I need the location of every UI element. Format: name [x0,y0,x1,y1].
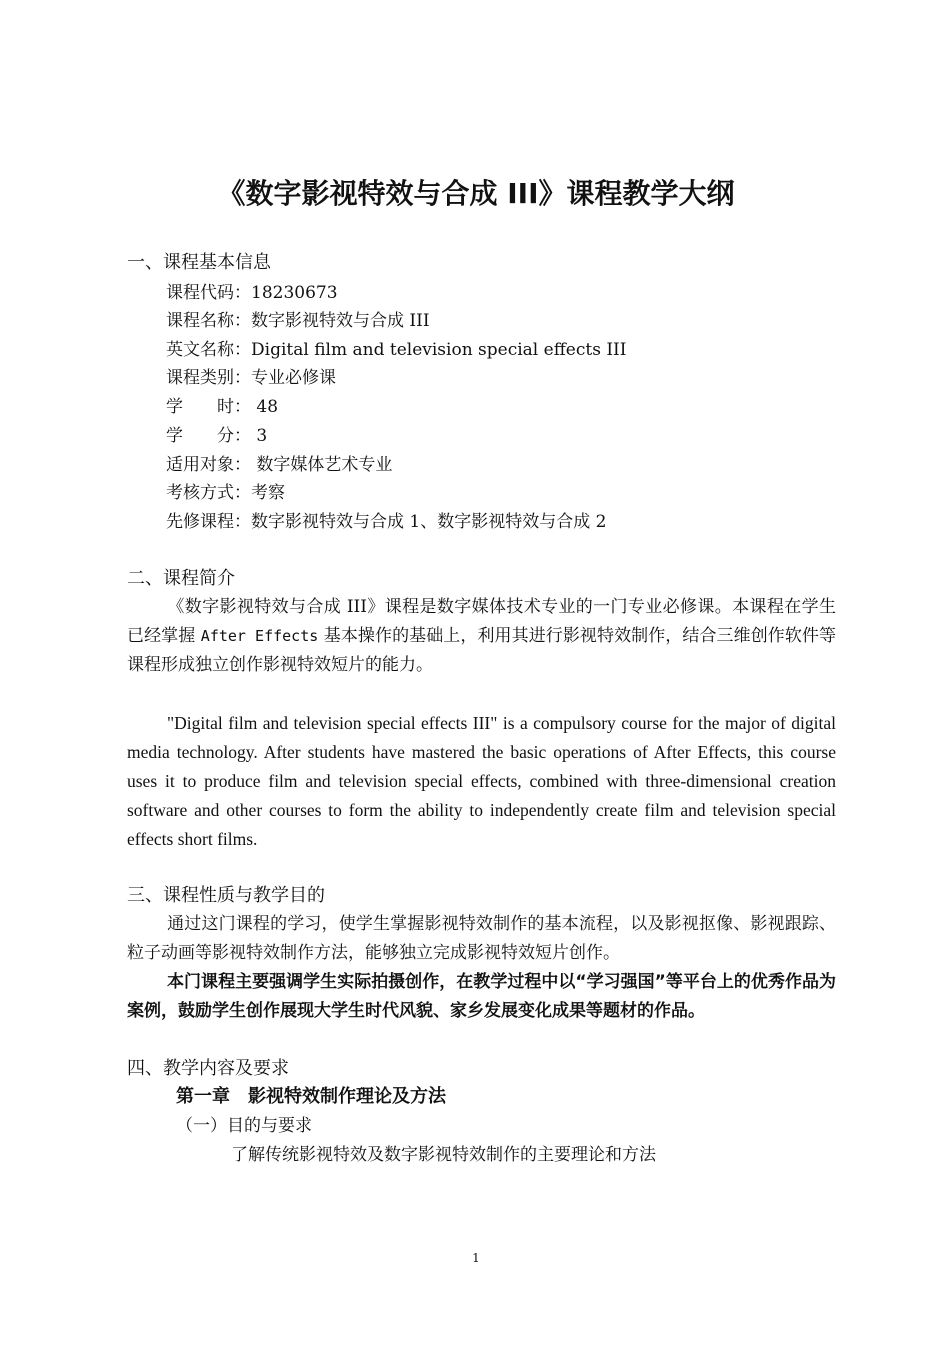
section-heading-introduction: 二、课程简介 [127,568,235,589]
purpose-paragraph [127,910,836,968]
emphasis-paragraph [127,968,836,1026]
info-course-category: 课程类别：专业必修课 [166,368,336,388]
info-assessment: 考核方式：考察 [166,483,285,503]
page-title: 《数字影视特效与合成 III》课程教学大纲 [217,177,735,210]
info-course-name: 课程名称：数字影视特效与合成 III [166,311,430,331]
software-name: After Effects [200,627,319,645]
subsection-heading: （一）目的与要求 [176,1116,312,1136]
section-heading-content-requirements: 四、教学内容及要求 [127,1058,289,1079]
intro-paragraph-english [127,709,836,854]
intro-english-text: "Digital film and television special effects III" is a compulsory course for the major of digital media technology. After students have mastered the basic operations of After Effects, this course uses it to produce film and television special effects, combined with three-dimensional creation software and other courses to form the ability to independently create film and television special effects short films. [127,713,836,849]
info-target-audience: 适用对象： 数字媒体艺术专业 [166,455,393,475]
intro-text-part-2: 基本操作的基础上，利用其进行影视特效制作，结合三维创作软件等课程形成独立创作影视特效短片的能力。 [127,626,837,675]
section-heading-basic-info: 一、课程基本信息 [127,252,271,273]
info-hours: 学 时： 48 [166,397,279,417]
subsection-text: 了解传统影视特效及数字影视特效制作的主要理论和方法 [231,1145,656,1165]
info-prerequisites: 先修课程：数字影视特效与合成 1、数字影视特效与合成 2 [166,512,607,532]
intro-paragraph-chinese [127,593,836,680]
purpose-text: 通过这门课程的学习，使学生掌握影视特效制作的基本流程，以及影视抠像、影视跟踪、粒子动画等影视特效制作方法，能够独立完成影视特效短片创作。 [127,914,836,963]
intro-text-part-1: 《数字影视特效与合成 III》课程是数字媒体技术专业的一门专业必修课。本课程在学生已经掌握 [127,597,836,646]
emphasis-text: 本门课程主要强调学生实际拍摄创作，在教学过程中以“学习强国”等平台上的优秀作品为案例，鼓励学生创作展现大学生时代风貌、家乡发展变化成果等题材的作品。 [127,972,836,1021]
info-course-code: 课程代码：18230673 [166,283,338,303]
section-heading-nature-purpose: 三、课程性质与教学目的 [127,885,325,906]
info-english-name: 英文名称：Digital film and television special effects III [166,340,627,360]
info-credits: 学 分： 3 [166,426,268,446]
chapter-heading: 第一章 影视特效制作理论及方法 [176,1086,446,1107]
page-number: 1 [472,1251,480,1265]
